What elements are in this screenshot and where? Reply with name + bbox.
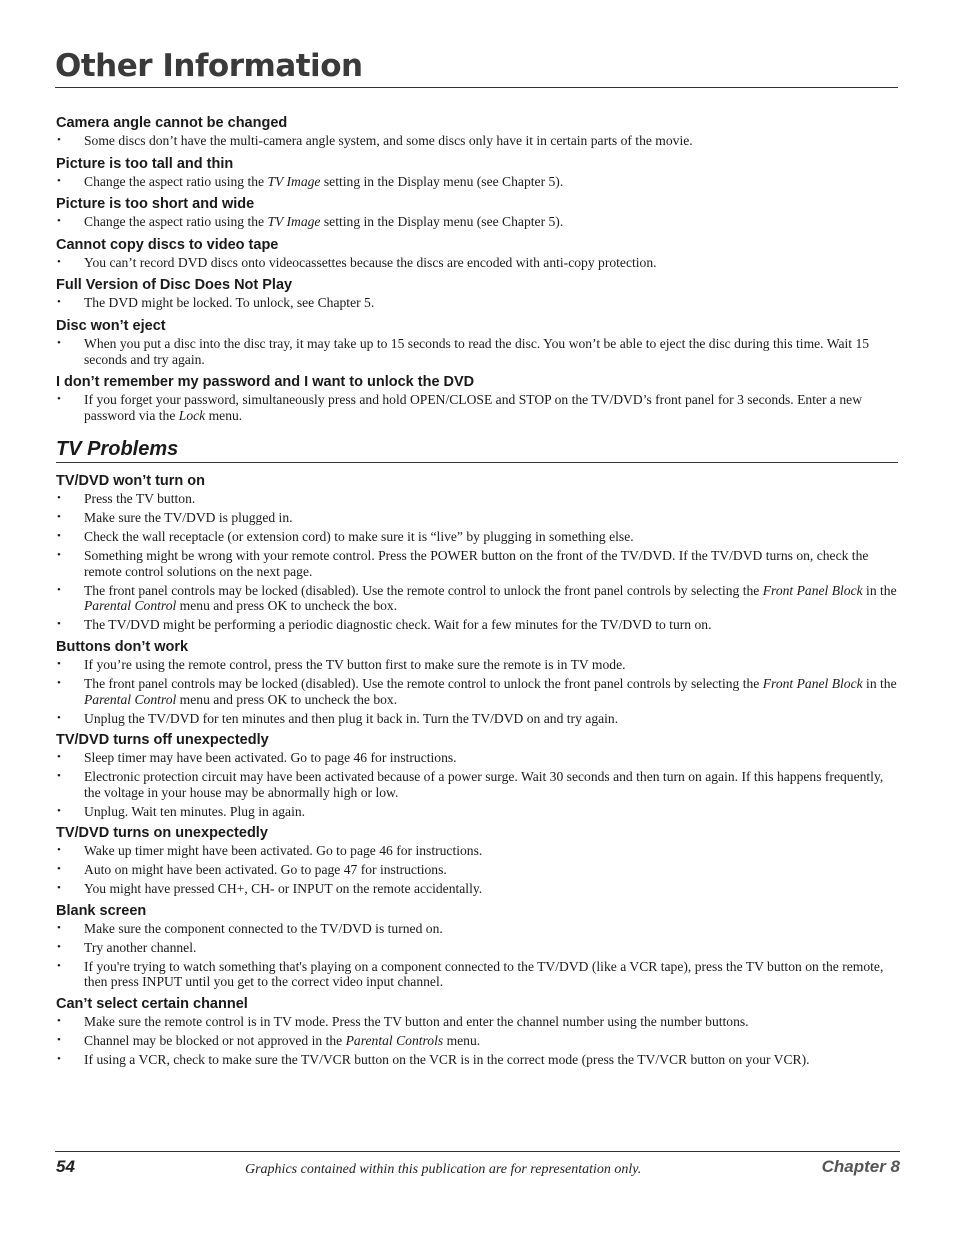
text-run: If you’re using the remote control, press the TV button first to make sure the remote is in TV mode. bbox=[84, 657, 626, 673]
problem-block bbox=[56, 995, 898, 1068]
problem-heading: Cannot copy discs to video tape bbox=[56, 236, 279, 253]
text-run: setting in the Display menu (see Chapter 5). bbox=[320, 173, 564, 189]
text-run: If you're trying to watch something that's playing on a component connected to the TV/DVD (like a VCR tape), press the TV button on the remote, then press INPUT until you get to the correct video input channel. bbox=[84, 958, 884, 990]
problem-block bbox=[56, 276, 898, 311]
solution-list bbox=[56, 657, 898, 726]
italic-term: Parental Control bbox=[84, 598, 177, 614]
text-run: If using a VCR, check to make sure the TV/VCR button on the VCR is in the correct mode (press the TV/VCR button on your VCR). bbox=[84, 1052, 810, 1068]
text-run: Make sure the TV/DVD is plugged in. bbox=[84, 510, 293, 526]
text-run: Check the wall receptacle (or extension cord) to make sure it is “live” by plugging in something else. bbox=[84, 529, 634, 545]
text-run: setting in the Display menu (see Chapter 5). bbox=[320, 214, 564, 230]
list-item bbox=[56, 617, 898, 633]
list-item bbox=[56, 214, 898, 230]
list-item bbox=[56, 529, 898, 545]
text-run: in the bbox=[862, 582, 897, 598]
problem-heading: TV/DVD won’t turn on bbox=[56, 473, 206, 490]
solution-list bbox=[56, 214, 898, 230]
text-run: menu and press OK to uncheck the box. bbox=[176, 598, 398, 614]
text-run: The DVD might be locked. To unlock, see Chapter 5. bbox=[84, 295, 375, 311]
problem-block bbox=[56, 824, 898, 897]
problem-heading: Blank screen bbox=[56, 902, 147, 919]
list-item bbox=[56, 769, 898, 800]
page-title: Other Information bbox=[55, 48, 363, 84]
title-divider bbox=[55, 87, 898, 88]
problem-block bbox=[56, 317, 898, 367]
problem-block bbox=[56, 155, 898, 190]
list-item bbox=[56, 1052, 898, 1068]
text-run: Make sure the component connected to the TV/DVD is turned on. bbox=[84, 920, 443, 936]
text-run: When you put a disc into the disc tray, it may take up to 15 seconds to read the disc. You won’t be able to eject the disc during this time. Wait 15 seconds and try again. bbox=[84, 335, 870, 367]
problem-heading: TV/DVD turns on unexpectedly bbox=[56, 825, 268, 842]
list-item bbox=[56, 862, 898, 878]
list-item bbox=[56, 676, 898, 707]
list-item bbox=[56, 657, 898, 673]
list-item bbox=[56, 959, 898, 990]
solution-list bbox=[56, 255, 898, 271]
list-item bbox=[56, 336, 898, 367]
problem-block bbox=[56, 472, 898, 633]
list-item bbox=[56, 583, 898, 614]
italic-term: Front Panel Block bbox=[762, 676, 863, 692]
problem-heading: Buttons don’t work bbox=[56, 639, 189, 656]
text-run: in the bbox=[862, 676, 897, 692]
italic-term: Parental Control bbox=[84, 691, 177, 707]
problem-block bbox=[56, 195, 898, 230]
problem-heading: TV/DVD turns off unexpectedly bbox=[56, 732, 269, 749]
text-run: Press the TV button. bbox=[84, 491, 196, 507]
text-run: menu and press OK to uncheck the box. bbox=[176, 691, 398, 707]
text-run: Auto on might have been activated. Go to page 47 for instructions. bbox=[84, 862, 447, 878]
problem-block bbox=[56, 373, 898, 423]
solution-list bbox=[56, 295, 898, 311]
tv-problems-list bbox=[56, 472, 898, 1067]
list-item bbox=[56, 491, 898, 507]
text-run: The TV/DVD might be performing a periodic diagnostic check. Wait for a few minutes for the TV/DVD to turn on. bbox=[84, 617, 712, 633]
list-item bbox=[56, 392, 898, 423]
solution-list bbox=[56, 133, 898, 149]
list-item bbox=[56, 255, 898, 271]
problem-block bbox=[56, 236, 898, 271]
problem-heading: Picture is too tall and thin bbox=[56, 155, 234, 172]
list-item bbox=[56, 843, 898, 859]
page-content bbox=[56, 114, 898, 1071]
italic-term: Lock bbox=[178, 407, 206, 423]
list-item bbox=[56, 295, 898, 311]
problem-block bbox=[56, 114, 898, 149]
text-run: If you forget your password, simultaneously press and hold OPEN/CLOSE and STOP on the TV/DVD’s front panel for 3 seconds. Enter a new password via the bbox=[84, 392, 863, 423]
text-run: Make sure the remote control is in TV mode. Press the TV button and enter the channel number using the number buttons. bbox=[84, 1014, 749, 1030]
list-item bbox=[56, 174, 898, 190]
list-item bbox=[56, 921, 898, 937]
list-item bbox=[56, 133, 898, 149]
solution-list bbox=[56, 843, 898, 897]
dvd-problems-list bbox=[56, 114, 898, 423]
text-run: Wake up timer might have been activated. Go to page 46 for instructions. bbox=[84, 843, 483, 859]
solution-list bbox=[56, 921, 898, 990]
list-item bbox=[56, 804, 898, 820]
list-item bbox=[56, 750, 898, 766]
list-item bbox=[56, 1033, 898, 1049]
problem-block bbox=[56, 731, 898, 819]
italic-term: TV Image bbox=[267, 214, 321, 230]
problem-block bbox=[56, 638, 898, 726]
text-run: Some discs don’t have the multi-camera angle system, and some discs only have it in certain parts of the movie. bbox=[84, 133, 693, 148]
text-run: Try another channel. bbox=[84, 939, 197, 955]
list-item bbox=[56, 510, 898, 526]
text-run: Electronic protection circuit may have been activated because of a power surge. Wait 30 seconds and then turn on again. If this happens frequently, the voltage in your house may be abnormally high or low. bbox=[84, 769, 884, 800]
list-item bbox=[56, 548, 898, 579]
list-item bbox=[56, 940, 898, 956]
text-run: Channel may be blocked or not approved in the bbox=[84, 1033, 346, 1049]
text-run: menu. bbox=[205, 407, 243, 423]
text-run: Unplug the TV/DVD for ten minutes and then plug it back in. Turn the TV/DVD on and try again. bbox=[84, 710, 619, 726]
italic-term: Front Panel Block bbox=[762, 582, 863, 598]
problem-heading: Can’t select certain channel bbox=[56, 996, 248, 1013]
problem-heading: Picture is too short and wide bbox=[56, 196, 255, 213]
problem-heading: I don’t remember my password and I want to unlock the DVD bbox=[56, 374, 475, 391]
list-item bbox=[56, 711, 898, 727]
text-run: Change the aspect ratio using the bbox=[84, 214, 268, 230]
text-run: You can’t record DVD discs onto videocassettes because the discs are encoded with anti-copy protection. bbox=[84, 254, 657, 270]
solution-list bbox=[56, 174, 898, 190]
solution-list bbox=[56, 750, 898, 819]
footer-divider bbox=[55, 1151, 900, 1152]
page-number: 54 bbox=[56, 1157, 75, 1176]
text-run: You might have pressed CH+, CH- or INPUT on the remote accidentally. bbox=[84, 881, 483, 897]
list-item bbox=[56, 1014, 898, 1030]
solution-list bbox=[56, 1014, 898, 1068]
text-run: Unplug. Wait ten minutes. Plug in again. bbox=[84, 803, 306, 819]
text-run: Sleep timer may have been activated. Go to page 46 for instructions. bbox=[84, 750, 457, 766]
problem-block bbox=[56, 902, 898, 990]
italic-term: TV Image bbox=[267, 173, 321, 189]
text-run: Something might be wrong with your remote control. Press the POWER button on the front of the TV/DVD. If the TV/DVD turns on, check the remote control solutions on the next page. bbox=[84, 548, 869, 579]
problem-heading: Camera angle cannot be changed bbox=[56, 115, 288, 131]
text-run: The front panel controls may be locked (disabled). Use the remote control to unlock the front panel controls by selecting the bbox=[84, 676, 763, 692]
text-run: The front panel controls may be locked (disabled). Use the remote control to unlock the front panel controls by selecting the bbox=[84, 582, 763, 598]
italic-term: Parental Controls bbox=[345, 1033, 444, 1049]
solution-list bbox=[56, 336, 898, 367]
section-title-tv-problems: TV Problems bbox=[56, 437, 898, 463]
solution-list bbox=[56, 392, 898, 423]
text-run: Change the aspect ratio using the bbox=[84, 173, 268, 189]
chapter-label: Chapter 8 bbox=[821, 1157, 900, 1176]
text-run: menu. bbox=[443, 1033, 481, 1049]
list-item bbox=[56, 881, 898, 897]
problem-heading: Disc won’t eject bbox=[56, 317, 166, 334]
footer-note: Graphics contained within this publication are for representation only. bbox=[245, 1162, 642, 1177]
solution-list bbox=[56, 491, 898, 633]
problem-heading: Full Version of Disc Does Not Play bbox=[56, 277, 293, 294]
